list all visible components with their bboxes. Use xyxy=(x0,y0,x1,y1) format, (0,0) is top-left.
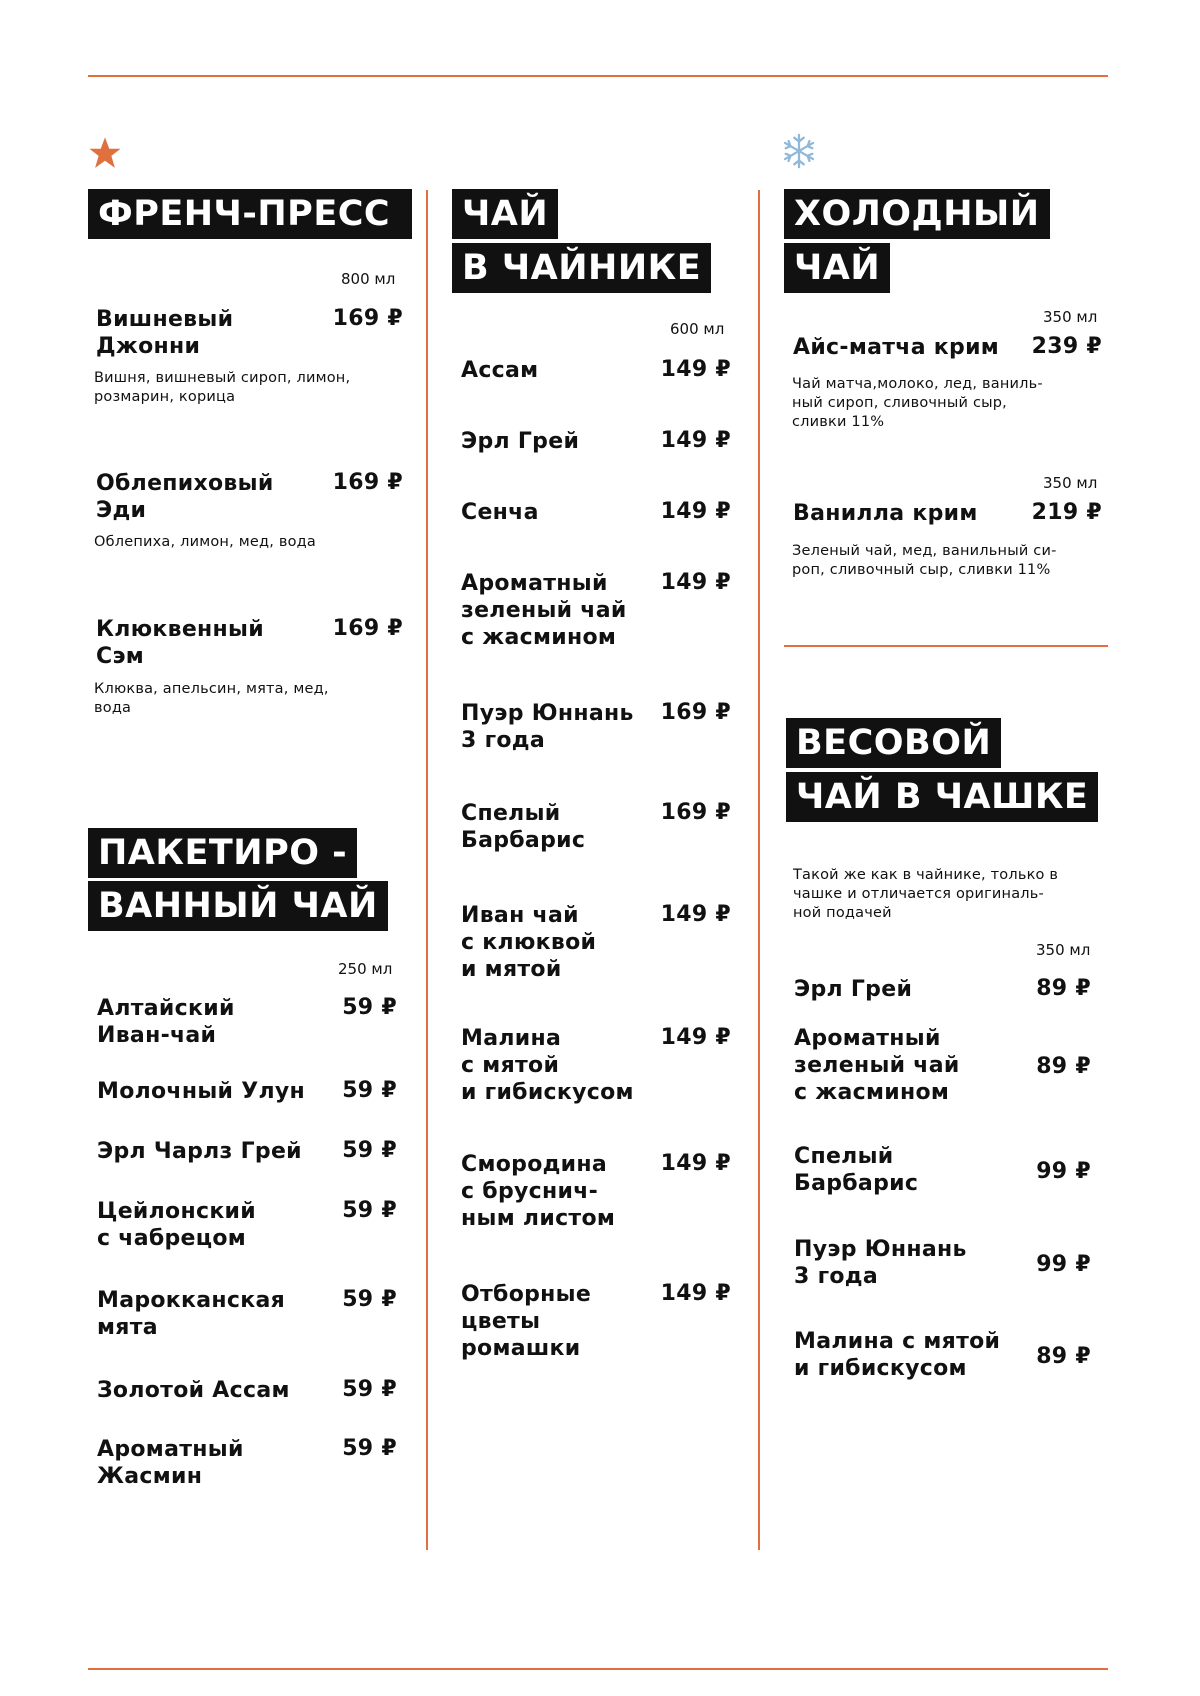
menu-item-price: 149 ₽ xyxy=(660,1151,731,1176)
bagged-tea-title-line2: ВАННЫЙ ЧАЙ xyxy=(88,881,388,931)
bagged-tea-header-line2 xyxy=(88,881,388,931)
menu-item-description: Чай матча,молоко, лед, ваниль- ный сироп, сливочный сыр, сливки 11% xyxy=(792,376,1043,430)
menu-item-name: Эрл Грей xyxy=(794,977,913,1002)
menu-item-name: Малина с мятой и гибискусом xyxy=(794,1329,1001,1381)
menu-item-name: Цейлонский с чабрецом xyxy=(97,1199,256,1251)
menu-item-name: Клюквенный Сэм xyxy=(96,617,264,669)
menu-item-price: 59 ₽ xyxy=(342,1436,397,1461)
menu-item-price: 99 ₽ xyxy=(1036,1252,1091,1277)
snowflake-icon xyxy=(780,132,818,170)
menu-item-description: Вишня, вишневый сироп, лимон, розмарин, корица xyxy=(94,370,351,405)
menu-item-name: Золотой Ассам xyxy=(97,1378,290,1403)
menu-item-price: 59 ₽ xyxy=(342,1198,397,1223)
teapot-header-line2 xyxy=(452,243,711,293)
cold-tea-header-line2 xyxy=(784,243,890,293)
french-press-header xyxy=(88,189,412,239)
menu-item-name: Малина с мятой и гибискусом xyxy=(461,1026,634,1105)
menu-item-name: Вишневый Джонни xyxy=(96,307,234,359)
menu-item-price: 89 ₽ xyxy=(1036,976,1091,1001)
menu-item-price: 169 ₽ xyxy=(660,800,731,825)
menu-item-price: 59 ₽ xyxy=(342,1138,397,1163)
menu-item-name: Ароматный зеленый чай с жасмином xyxy=(794,1026,960,1105)
bagged-tea-title-line1: ПАКЕТИРО - xyxy=(88,828,357,878)
menu-item-price: 89 ₽ xyxy=(1036,1344,1091,1369)
menu-item-name: Иван чай с клюквой и мятой xyxy=(461,903,597,982)
menu-item-price: 169 ₽ xyxy=(660,700,731,725)
loose-tea-description: Такой же как в чайнике, только в чашке и отличается оригиналь- ной подачей xyxy=(793,867,1059,921)
menu-item-price: 149 ₽ xyxy=(660,499,731,524)
menu-item-price: 169 ₽ xyxy=(332,470,403,495)
menu-item-price: 149 ₽ xyxy=(660,902,731,927)
bagged-tea-header xyxy=(88,828,357,878)
loose-tea-title-line1: ВЕСОВОЙ xyxy=(786,718,1001,768)
teapot-volume: 600 мл xyxy=(670,320,725,338)
menu-item-name: Молочный Улун xyxy=(97,1079,306,1104)
menu-item-name: Ассам xyxy=(461,358,539,383)
cold-tea-header xyxy=(784,189,1050,239)
menu-item-name: Марокканская мята xyxy=(97,1288,286,1340)
menu-item-name: Облепиховый Эди xyxy=(96,471,274,523)
menu-item-price: 59 ₽ xyxy=(342,1287,397,1312)
menu-item-price: 149 ₽ xyxy=(660,1281,731,1306)
column-divider-left xyxy=(426,190,428,1550)
menu-item-name: Эрл Чарлз Грей xyxy=(97,1139,302,1164)
menu-item-price: 99 ₽ xyxy=(1036,1159,1091,1184)
top-divider xyxy=(88,75,1108,77)
menu-item-name: Спелый Барбарис xyxy=(794,1144,919,1196)
cold-tea-title-line1: ХОЛОДНЫЙ xyxy=(784,189,1050,239)
loose-tea-header xyxy=(786,718,1001,768)
menu-item-name: Ванилла крим xyxy=(793,501,978,526)
menu-item-volume: 350 мл xyxy=(1043,308,1098,326)
french-press-title: ФРЕНЧ-ПРЕСС xyxy=(88,189,412,239)
menu-item-description: Клюква, апельсин, мята, мед, вода xyxy=(94,681,329,716)
menu-item-price: 89 ₽ xyxy=(1036,1054,1091,1079)
menu-item-price: 59 ₽ xyxy=(342,1377,397,1402)
menu-item-description: Облепиха, лимон, мед, вода xyxy=(94,534,316,550)
teapot-title-line2: В ЧАЙНИКЕ xyxy=(452,243,711,293)
menu-item-name: Пуэр Юннань 3 года xyxy=(794,1237,967,1289)
bottom-divider xyxy=(88,1668,1108,1670)
cold-tea-title-line2: ЧАЙ xyxy=(784,243,890,293)
menu-item-name: Отборные цветы ромашки xyxy=(461,1282,592,1361)
menu-item-name: Ароматный зеленый чай с жасмином xyxy=(461,571,627,650)
menu-item-price: 149 ₽ xyxy=(660,357,731,382)
menu-item-price: 149 ₽ xyxy=(660,428,731,453)
menu-item-description: Зеленый чай, мед, ванильный си- роп, сливочный сыр, сливки 11% xyxy=(792,543,1057,578)
column-divider-right xyxy=(758,190,760,1550)
menu-item-name: Пуэр Юннань 3 года xyxy=(461,701,634,753)
section-divider-right xyxy=(784,645,1108,647)
loose-tea-title-line2: ЧАЙ В ЧАШКЕ xyxy=(786,772,1098,822)
menu-item-price: 149 ₽ xyxy=(660,1025,731,1050)
menu-item-price: 59 ₽ xyxy=(342,995,397,1020)
menu-item-price: 169 ₽ xyxy=(332,616,403,641)
teapot-header xyxy=(452,189,558,239)
bagged-tea-volume: 250 мл xyxy=(338,960,393,978)
menu-item-name: Алтайский Иван-чай xyxy=(97,996,235,1048)
menu-item-name: Ароматный Жасмин xyxy=(97,1437,244,1489)
menu-item-name: Спелый Барбарис xyxy=(461,801,586,853)
menu-item-volume: 350 мл xyxy=(1043,474,1098,492)
menu-item-price: 59 ₽ xyxy=(342,1078,397,1103)
menu-item-name: Эрл Грей xyxy=(461,429,580,454)
loose-tea-header-line2 xyxy=(786,772,1098,822)
menu-item-price: 239 ₽ xyxy=(1031,334,1102,359)
teapot-title-line1: ЧАЙ xyxy=(452,189,558,239)
menu-item-price: 169 ₽ xyxy=(332,306,403,331)
menu-item-name: Сенча xyxy=(461,500,539,525)
menu-item-price: 219 ₽ xyxy=(1031,500,1102,525)
star-icon xyxy=(88,136,122,170)
french-press-volume: 800 мл xyxy=(341,270,396,288)
menu-item-name: Смородина с бруснич- ным листом xyxy=(461,1152,616,1231)
menu-item-name: Айс-матча крим xyxy=(793,335,1000,360)
menu-item-price: 149 ₽ xyxy=(660,570,731,595)
loose-tea-volume: 350 мл xyxy=(1036,941,1091,959)
